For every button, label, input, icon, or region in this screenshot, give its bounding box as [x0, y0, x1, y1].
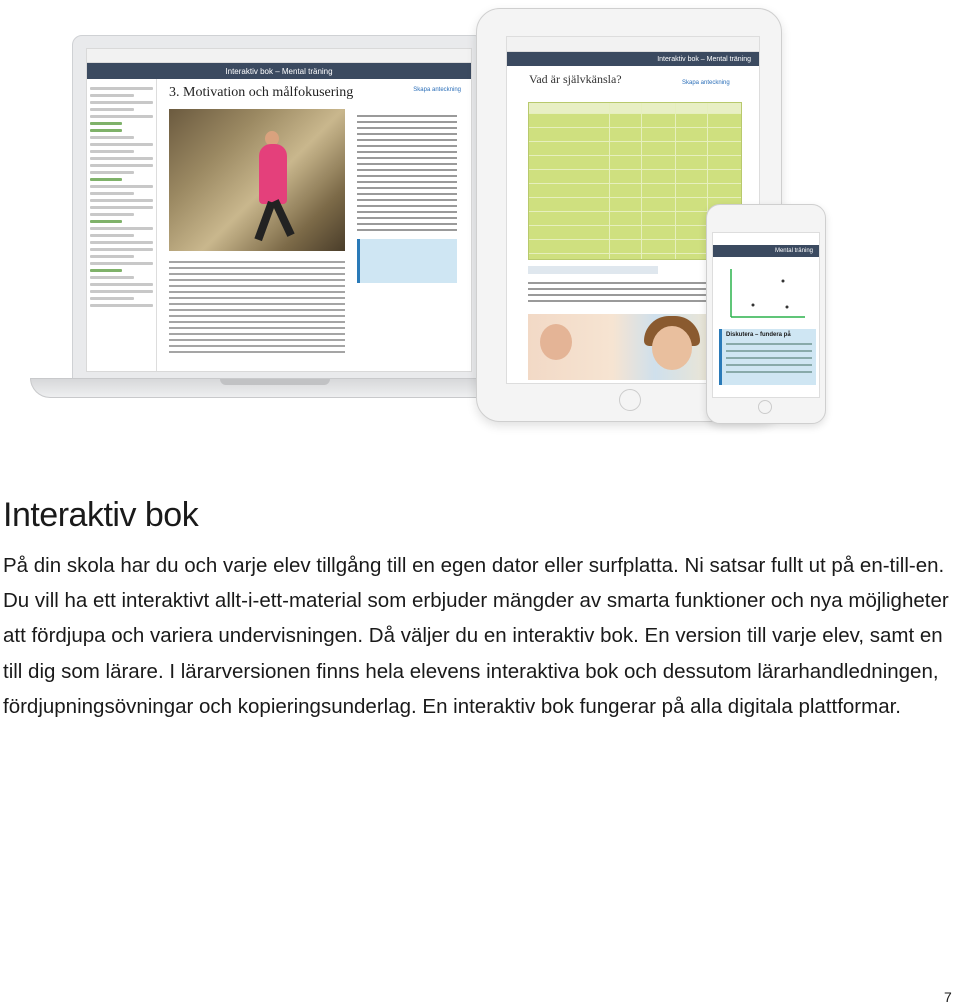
- laptop-toolbar-title: Interaktiv bok – Mental träning: [225, 66, 333, 76]
- phone-diagram: [723, 265, 809, 325]
- laptop-action-link: Skapa anteckning: [413, 87, 461, 93]
- laptop-text-column: [357, 111, 457, 283]
- laptop-notch: [220, 379, 330, 385]
- laptop-top-nav: [87, 49, 471, 63]
- laptop-text-below: [169, 257, 345, 357]
- tablet-top-nav: [507, 37, 759, 52]
- laptop-toolbar: [87, 63, 471, 79]
- laptop-info-box: [357, 239, 457, 283]
- laptop-screen: [86, 48, 472, 372]
- phone-info-box: [719, 329, 816, 385]
- page-number: 7: [944, 989, 952, 1005]
- phone-toolbar: [713, 245, 819, 257]
- laptop-table-of-contents: [87, 79, 157, 371]
- runner-photo: [169, 109, 345, 251]
- tablet-action-link: Skapa anteckning: [682, 80, 730, 86]
- phone-box-title: Diskutera – fundera på: [726, 332, 791, 338]
- page-heading: Interaktiv bok: [3, 496, 199, 534]
- laptop-book-page: [161, 79, 467, 371]
- tablet-toolbar-title: Interaktiv bok – Mental träning: [657, 55, 751, 63]
- phone-home-button: [758, 400, 772, 414]
- tablet-page-title: Vad är självkänsla?: [529, 72, 622, 86]
- tablet-section-header: [528, 266, 658, 274]
- tablet-toolbar: [507, 52, 759, 66]
- devices-illustration: [0, 0, 960, 430]
- phone-toolbar-title: Mental träning: [774, 248, 813, 254]
- body-paragraph: På din skola har du och varje elev tillgång till en egen dator eller surfplatta. Ni satsar fullt ut på en-till-en. Du vill ha ett interaktivt allt-i-ett-material som erbjuder mängder av smarta funktioner och nya möjligheter att fördjupa och variera undervisningen. Då väljer du en interaktiv bok. En version till varje elev, samt en till dig som lärare. I lärarversionen finns hela elevens interaktiva bok och dessutom lärarhandledningen, fördjupningsövningar och kopieringsunderlag. En interaktiv bok fungerar på alla digitala plattformar.: [3, 554, 949, 718]
- laptop-chapter-title: 3. Motivation och målfokusering: [169, 85, 354, 100]
- tablet-home-button: [619, 389, 641, 411]
- phone-screen: [712, 232, 820, 398]
